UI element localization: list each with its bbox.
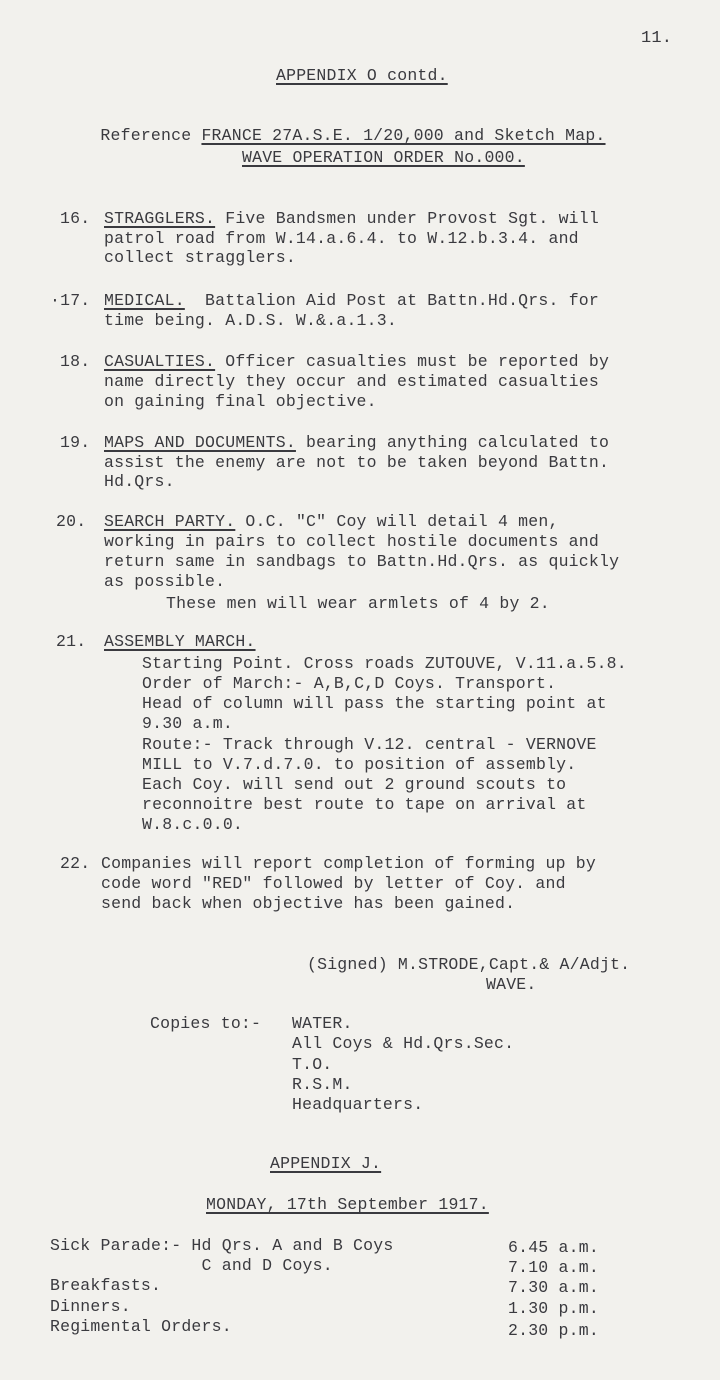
para-17-first-line: MEDICAL. Battalion Aid Post at Battn.Hd.Qrs. for xyxy=(104,291,599,310)
para-19-line: Hd.Qrs. xyxy=(104,472,175,491)
para-21-line: Each Coy. will send out 2 ground scouts to xyxy=(142,775,567,794)
page-number: 11. xyxy=(641,29,673,48)
schedule-time: 7.30 a.m. xyxy=(508,1278,599,1297)
appendix-j-title: APPENDIX J. xyxy=(270,1154,382,1173)
para-20-heading: SEARCH PARTY. xyxy=(104,512,236,531)
para-17-heading: MEDICAL. xyxy=(104,291,185,310)
appendix-j-date: MONDAY, 17th September 1917. xyxy=(206,1195,489,1214)
para-18-heading: CASUALTIES. xyxy=(104,352,216,371)
para-16-line: patrol road from W.14.a.6.4. to W.12.b.3.4. and xyxy=(104,229,579,248)
reference-prefix: Reference xyxy=(100,126,192,145)
signature-line: (Signed) M.STRODE,Capt.& A/Adjt. xyxy=(307,955,631,974)
copies-recipient: T.O. xyxy=(292,1055,333,1074)
para-20-line: working in pairs to collect hostile documents and xyxy=(104,532,599,551)
para-22-line: send back when objective has been gained. xyxy=(101,894,516,913)
para-20-line: as possible. xyxy=(104,572,226,591)
para-21-heading: ASSEMBLY MARCH. xyxy=(104,632,256,651)
schedule-label: Breakfasts. xyxy=(50,1276,162,1295)
para-16-first-line: STRAGGLERS. Five Bandsmen under Provost Sgt. will xyxy=(104,209,599,228)
para-21-line: Order of March:- A,B,C,D Coys. Transport. xyxy=(142,674,557,693)
appendix-o-title: APPENDIX O contd. xyxy=(276,66,448,85)
para-20-number: 20. xyxy=(56,512,87,531)
schedule-label: Sick Parade:- Hd Qrs. A and B Coys xyxy=(50,1236,394,1255)
para-21-line: Starting Point. Cross roads ZUTOUVE, V.11.a.5.8. xyxy=(142,654,627,673)
para-21-line: 9.30 a.m. xyxy=(142,714,233,733)
para-18-line: on gaining final objective. xyxy=(104,392,377,411)
para-18-first-line: CASUALTIES. Officer casualties must be reported by xyxy=(104,352,610,371)
para-21-line: reconnoitre best route to tape on arrival at xyxy=(142,795,587,814)
schedule-time: 2.30 p.m. xyxy=(508,1321,599,1340)
para-18-line: name directly they occur and estimated casualties xyxy=(104,372,599,391)
para-20-line: return same in sandbags to Battn.Hd.Qrs. as quickly xyxy=(104,552,620,571)
copies-recipient: R.S.M. xyxy=(292,1075,353,1094)
schedule-label: Regimental Orders. xyxy=(50,1317,232,1336)
para-22-number: 22. xyxy=(60,854,91,873)
para-19-number: 19. xyxy=(60,433,91,452)
para-20-indented-line: These men will wear armlets of 4 by 2. xyxy=(166,594,550,613)
schedule-label: C and D Coys. xyxy=(50,1256,333,1275)
order-title: WAVE OPERATION ORDER No.000. xyxy=(242,148,525,167)
para-22-line: code word "RED" followed by letter of Coy. and xyxy=(101,874,566,893)
para-17-number: ·17. xyxy=(50,291,91,310)
copies-recipient: WATER. xyxy=(292,1014,353,1033)
para-20-first-line: SEARCH PARTY. O.C. "C" Coy will detail 4 men, xyxy=(104,512,559,531)
copies-recipient: Headquarters. xyxy=(292,1095,424,1114)
para-21-line: Route:- Track through V.12. central - VERNOVE xyxy=(142,735,597,754)
para-16-heading: STRAGGLERS. xyxy=(104,209,216,228)
para-19-heading: MAPS AND DOCUMENTS. xyxy=(104,433,296,452)
para-21-number: 21. xyxy=(56,632,87,651)
schedule-time: 6.45 a.m. xyxy=(508,1238,599,1257)
copies-recipient: All Coys & Hd.Qrs.Sec. xyxy=(292,1034,515,1053)
schedule-label: Dinners. xyxy=(50,1297,131,1316)
para-17-line: time being. A.D.S. W.&.a.1.3. xyxy=(104,311,397,330)
para-22-first-line: Companies will report completion of forming up by xyxy=(101,854,596,873)
copies-label: Copies to:- xyxy=(150,1014,262,1033)
para-18-number: 18. xyxy=(60,352,91,371)
para-19-first-line: MAPS AND DOCUMENTS. bearing anything calculated to xyxy=(104,433,610,452)
para-21-line: Head of column will pass the starting point at xyxy=(142,694,607,713)
para-16-number: 16. xyxy=(60,209,91,228)
reference-map: FRANCE 27A.S.E. 1/20,000 and Sketch Map. xyxy=(201,126,606,145)
para-21-line: MILL to V.7.d.7.0. to position of assembly. xyxy=(142,755,577,774)
schedule-time: 1.30 p.m. xyxy=(508,1299,599,1318)
schedule-time: 7.10 a.m. xyxy=(508,1258,599,1277)
signature-unit: WAVE. xyxy=(486,975,537,994)
para-21-line: W.8.c.0.0. xyxy=(142,815,244,834)
para-16-line: collect stragglers. xyxy=(104,248,296,267)
para-19-line: assist the enemy are not to be taken beyond Battn. xyxy=(104,453,610,472)
